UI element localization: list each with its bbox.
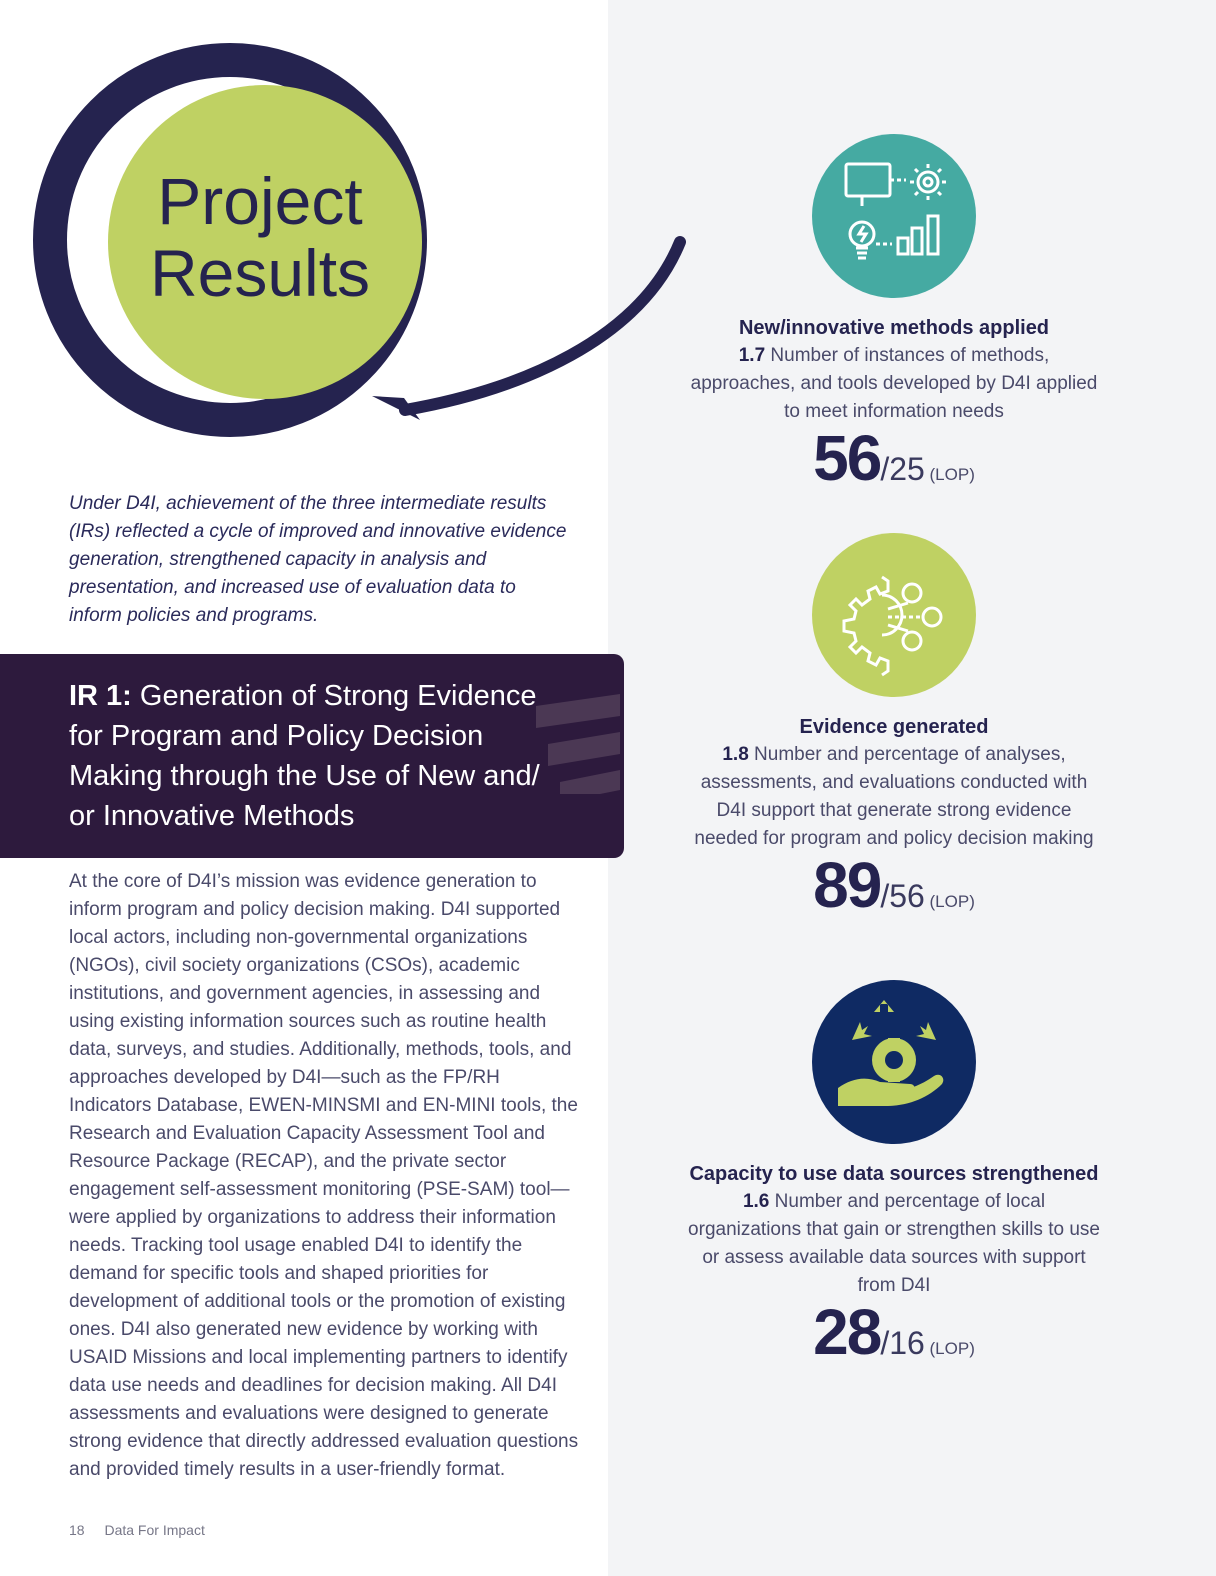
page-title [120, 165, 400, 309]
hero [0, 0, 700, 480]
indicator-code: 1.7 [738, 345, 766, 366]
achieved-value: 89 [813, 849, 881, 921]
metric-methods-applied [640, 134, 1148, 508]
hand-gear-icon [812, 980, 976, 1144]
intro-paragraph: Under D4I, achievement of the three intermediate results (IRs) reflected a cycle of improved and innovative evidence generation, strengthened capacity in analysis and presentation, and increased use of evaluation data to inform policies and programs. [69, 493, 567, 626]
indicator-text: Number of instances of methods, approaches, and tools developed by D4I applied to meet information needs [690, 345, 1098, 422]
metric-value [640, 1296, 1148, 1382]
achieved-value: 28 [813, 1296, 881, 1368]
indicator-code: 1.6 [742, 1191, 770, 1212]
target-value: /25 [880, 451, 925, 487]
metric-value [640, 422, 1148, 508]
metric-description [684, 342, 1104, 426]
body-paragraph: At the core of D4I’s mission was evidence generation to inform program and policy decision making. D4I supported local actors, including non-governmental organizations (NGOs), civil society organizations (CSOs), academic institutions, and government agencies, in assessing and using existing information sources such as routine health data, surveys, and studies. Additionally, methods, tools, and approaches developed by D4I—such as the FP/RH Indicators Database, EWEN-MINSMI and EN-MINI tools, the Research and Evaluation Capacity Assessment Tool and Resource Package (RECAP), and the private sector engagement self-assessment monitoring (PSE-SAM) tool—were applied by organizations to address their information needs. Tracking tool usage enabled D4I to identify the demand for specific tools and shaped priorities for development of additional tools or the promotion of existing ones. D4I also generated new evidence by working with USAID Missions and local implementing partners to identify data use needs and deadlines for decision making. All D4I assessments and evaluations were designed to generate strong evidence that directly addressed evaluation questions and provided timely results in a user-friendly format. [69, 871, 579, 1480]
ir-heading [69, 676, 569, 836]
page-title-line2: Results [149, 236, 371, 310]
ir-label: IR 1: [69, 680, 132, 712]
metric-description [684, 1188, 1104, 1300]
publication-name: Data For Impact [104, 1522, 205, 1538]
page-number: 18 [69, 1522, 85, 1538]
indicator-text: Number and percentage of analyses, assessments, and evaluations conducted with D4I support that generate strong evidence needed for program and policy decision making [694, 744, 1094, 849]
metric-description [684, 741, 1104, 853]
metric-value [640, 849, 1148, 935]
ir-banner [0, 654, 624, 858]
indicator-code: 1.8 [722, 744, 749, 765]
metric-title: Capacity to use data sources strengthened [689, 1163, 1099, 1185]
page-footer [69, 1522, 221, 1538]
target-value: /56 [880, 878, 925, 914]
lop-label: (LOP) [924, 465, 975, 484]
metric-capacity-strengthened [640, 980, 1148, 1382]
methods-tools-icon [812, 134, 976, 298]
metric-evidence-generated [640, 533, 1148, 935]
lop-label: (LOP) [924, 1339, 975, 1358]
ir-title: Generation of Strong Evidence for Program and Policy Decision Making through the Use of New and/ or Innovative Methods [69, 680, 540, 832]
indicator-text: Number and percentage of local organizations that gain or strengthen skills to use or assess available data sources with support from D4I [688, 1191, 1100, 1296]
lop-label: (LOP) [924, 892, 975, 911]
metric-title: Evidence generated [799, 716, 989, 738]
page-title-line1: Project [157, 164, 363, 238]
achieved-value: 56 [813, 422, 881, 494]
metric-title: New/innovative methods applied [738, 317, 1050, 339]
gear-network-icon [812, 533, 976, 697]
target-value: /16 [880, 1325, 925, 1361]
